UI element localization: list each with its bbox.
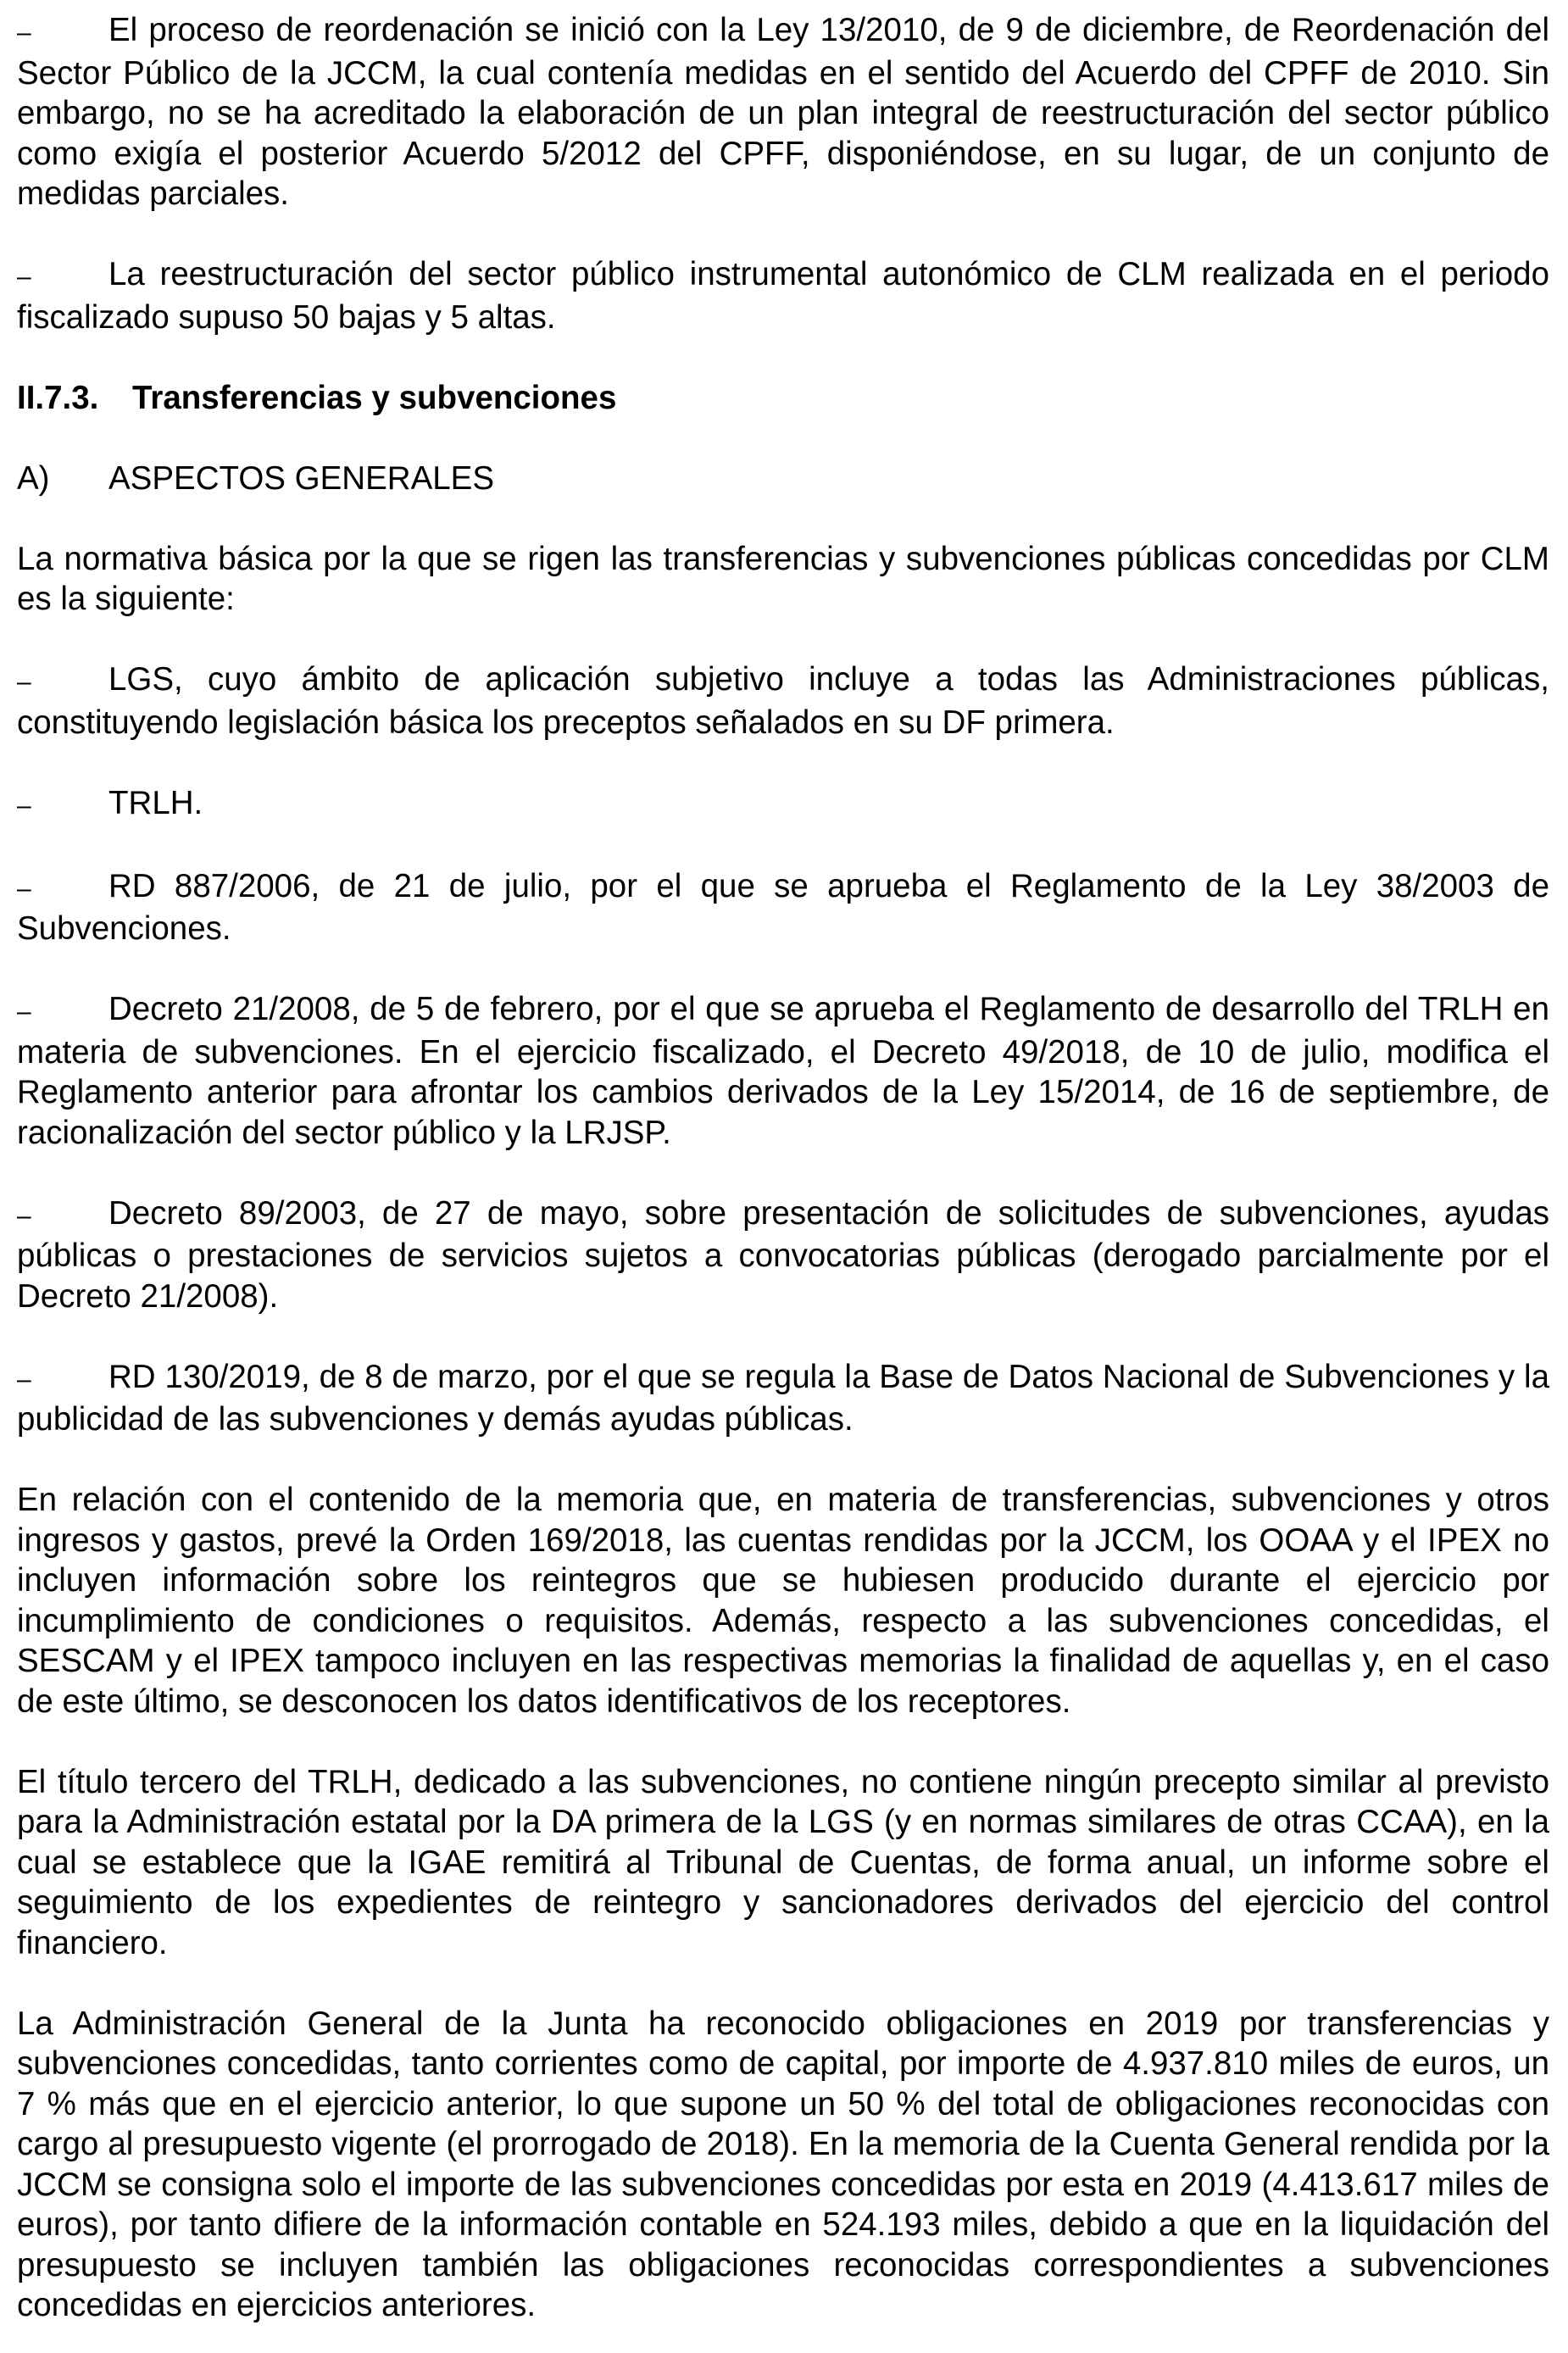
- dash-icon: –: [17, 998, 31, 1026]
- document-page: [17, 10, 1549, 2326]
- bullet-lgs: [17, 659, 1549, 743]
- bullet-text: La reestructuración del sector público instrumental autonómico de CLM realizada en el periodo fiscalizado supuso 50 bajas y 5 altas.: [17, 256, 1549, 336]
- dash-icon: –: [17, 263, 31, 291]
- bullet-text: RD 887/2006, de 21 de julio, por el que se aprueba el Reglamento de la Ley 38/2003 de Subvenciones.: [17, 867, 1549, 947]
- subsection-heading: [17, 459, 1549, 499]
- section-number: II.7.3.: [17, 379, 99, 416]
- bullet-trlh: [17, 783, 1549, 826]
- dash-icon: –: [17, 19, 31, 47]
- dash-icon: –: [17, 874, 31, 903]
- dash-icon: –: [17, 791, 31, 820]
- bullet-text: TRLH.: [108, 784, 203, 821]
- bullet-text: RD 130/2019, de 8 de marzo, por el que se regula la Base de Datos Nacional de Subvenciones y la publicidad de las subvenciones y demás ayudas públicas.: [17, 1358, 1549, 1438]
- intro-paragraph: La normativa básica por la que se rigen las transferencias y subvenciones públicas concedidas por CLM es la siguiente:: [17, 540, 1549, 617]
- bullet-decreto-89: [17, 1193, 1549, 1317]
- subsection-letter: A): [17, 459, 50, 497]
- section-heading: [17, 378, 1549, 419]
- bullet-decreto-21: [17, 989, 1549, 1153]
- bullet-reestructuracion: [17, 254, 1549, 337]
- paragraph-memoria: En relación con el contenido de la memoria que, en materia de transferencias, subvenciones y otros ingresos y gastos, prevé la Orden 169/2018, las cuentas rendidas por la JCCM, los OOAA y el IPEX no incluyen información sobre los reintegros que se hubiesen producido durante el ejercicio por incumplimiento de condiciones o requisitos. Además, respecto a las subvenciones concedidas, el SESCAM y el IPEX tampoco incluyen en las respectivas memorias la finalidad de aquellas y, en el caso de este último, se desconocen los datos identificativos de los receptores.: [17, 1482, 1549, 1720]
- paragraph-obligaciones: La Administración General de la Junta ha reconocido obligaciones en 2019 por transferencias y subvenciones concedidas, tanto corrientes como de capital, por importe de 4.937.810 miles de euros, un 7 % más que en el ejercicio anterior, lo que supone un 50 % del total de obligaciones reconocidas con cargo al presupuesto vigente (el prorrogado de 2018). En la memoria de la Cuenta General rendida por la JCCM se consigna solo el importe de las subvenciones concedidas por esta en 2019 (4.413.617 miles de euros), por tanto difiere de la información contable en 524.193 miles, debido a que en la liquidación del presupuesto se incluyen también las obligaciones reconocidas correspondientes a subvenciones concedidas en ejercicios anteriores.: [17, 2005, 1549, 2323]
- dash-icon: –: [17, 1365, 31, 1393]
- section-title: Transferencias y subvenciones: [132, 379, 617, 416]
- bullet-rd-130: [17, 1357, 1549, 1440]
- dash-icon: –: [17, 668, 31, 696]
- bullet-text: Decreto 21/2008, de 5 de febrero, por el que se aprueba el Reglamento de desarrollo del TRLH en materia de subvenciones. En el ejercicio fiscalizado, el Decreto 49/2018, de 10 de julio, modifica el Reglamento anterior para afrontar los cambios derivados de la Ley 15/2014, de 16 de septiembre, de racionalización del sector público y la LRJSP.: [17, 991, 1549, 1151]
- paragraph-titulo-tercero: El título tercero del TRLH, dedicado a las subvenciones, no contiene ningún precepto similar al previsto para la Administración estatal por la DA primera de la LGS (y en normas similares de otras CCAA), en la cual se establece que la IGAE remitirá al Tribunal de Cuentas, de forma anual, un informe sobre el seguimiento de los expedientes de reintegro y sancionadores derivados del ejercicio del control financiero.: [17, 1763, 1549, 1961]
- subsection-title: ASPECTOS GENERALES: [108, 459, 495, 497]
- bullet-rd-887: [17, 866, 1549, 949]
- bullet-text: Decreto 89/2003, de 27 de mayo, sobre presentación de solicitudes de subvenciones, ayudas públicas o prestaciones de servicios sujetos a convocatorias públicas (derogado parcialmente por el Decreto 21/2008).: [17, 1194, 1549, 1315]
- bullet-text: El proceso de reordenación se inició con la Ley 13/2010, de 9 de diciembre, de Reordenación del Sector Público de la JCCM, la cual contenía medidas en el sentido del Acuerdo del CPFF de 2010. Sin embargo, no se ha acreditado la elaboración de un plan integral de reestructuración del sector público como exigía el posterior Acuerdo 5/2012 del CPFF, disponiéndose, en su lugar, de un conjunto de medidas parciales.: [17, 12, 1549, 212]
- bullet-text: LGS, cuyo ámbito de aplicación subjetivo incluye a todas las Administraciones públicas, constituyendo legislación básica los preceptos señalados en su DF primera.: [17, 661, 1549, 741]
- bullet-reordenacion: [17, 10, 1549, 214]
- dash-icon: –: [17, 1201, 31, 1230]
